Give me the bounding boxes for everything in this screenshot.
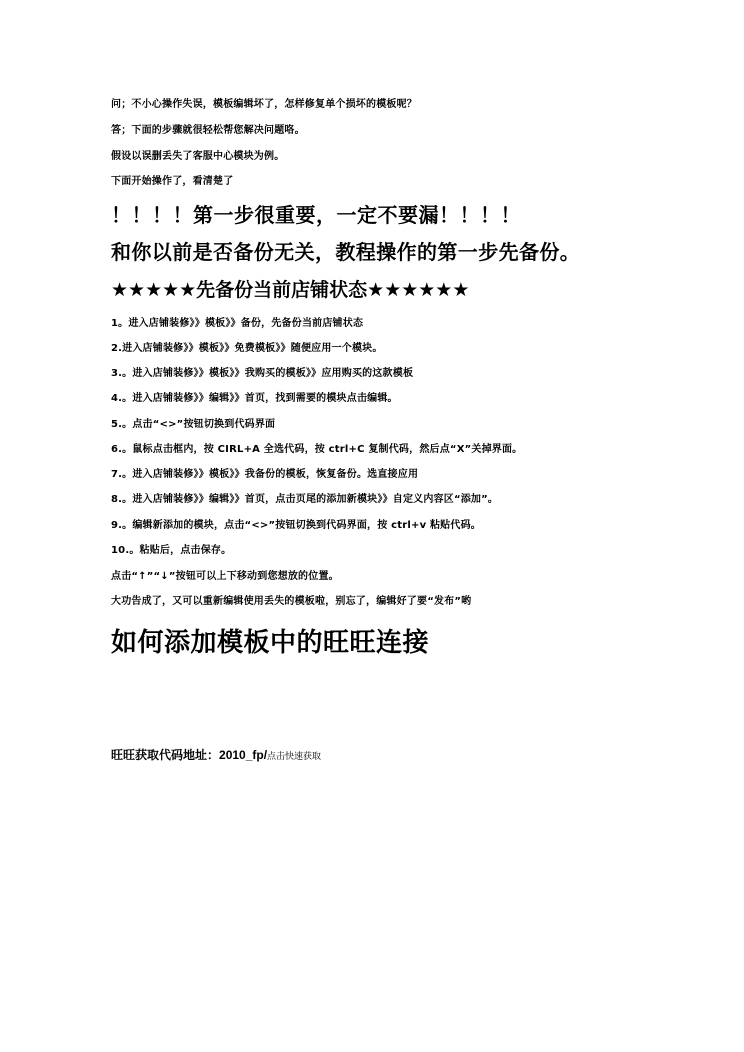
step-1: 1。进入店铺装修》》模板》》备份，先备份当前店铺状态 bbox=[111, 318, 364, 329]
warning-line-2: 和你以前是否备份无关，教程操作的第一步先备份。 bbox=[111, 240, 581, 264]
link-label: 旺旺获取代码地址： bbox=[111, 748, 220, 762]
step-2: 2.进入店铺装修》》模板》》免费模板》》随便应用一个模块。 bbox=[111, 343, 383, 354]
step-9: 9.。编辑新添加的模块，点击“<>”按钮切换到代码界面，按 ctrl+v 粘贴代码。 bbox=[111, 520, 481, 531]
wangwang-link-line bbox=[111, 744, 321, 763]
quick-get-link[interactable]: 点击快速获取 bbox=[267, 752, 322, 762]
faq-assumption: 假设以误删丢失了客服中心模块为例。 bbox=[111, 151, 285, 162]
link-code: 2010_fp/ bbox=[219, 748, 268, 762]
warning-line-3: ★★★★★先备份当前店铺状态★★★★★★ bbox=[111, 279, 470, 301]
section-heading: 如何添加模板中的旺旺连接 bbox=[111, 628, 430, 658]
step-6: 6.。鼠标点击框内，按 CIRL+A 全选代码，按 ctrl+C 复制代码，然后点“X”关掉界面。 bbox=[111, 444, 523, 455]
step-5: 5.。点击“<>”按钮切换到代码界面 bbox=[111, 419, 276, 430]
warning-line-1: ！！！！第一步很重要，一定不要漏！！！！ bbox=[111, 203, 521, 227]
step-8: 8.。进入店铺装修》》编辑》》首页，点击页尾的添加新模块》》自定义内容区“添加”。 bbox=[111, 494, 499, 505]
step-3: 3.。进入店铺装修》》模板》》我购买的模板》》应用购买的这款模板 bbox=[111, 368, 414, 379]
faq-start: 下面开始操作了，看清楚了 bbox=[111, 176, 234, 187]
step-4: 4.。进入店铺装修》》编辑》》首页，找到需要的模块点击编辑。 bbox=[111, 393, 398, 404]
tip-move: 点击“↑”“↓”按钮可以上下移动到您想放的位置。 bbox=[111, 571, 339, 582]
tip-done: 大功告成了，又可以重新编辑使用丢失的模板啦，别忘了，编辑好了要“发布”哟 bbox=[111, 596, 472, 607]
faq-answer: 答；下面的步骤就很轻松帮您解决问题咯。 bbox=[111, 125, 305, 136]
step-10: 10.。粘贴后，点击保存。 bbox=[111, 545, 232, 556]
step-7: 7.。进入店铺装修》》模板》》我备份的模板，恢复备份。选直接应用 bbox=[111, 469, 419, 480]
faq-question: 问；不小心操作失误，模板编辑坏了，怎样修复单个损坏的模板呢？ bbox=[111, 99, 417, 110]
